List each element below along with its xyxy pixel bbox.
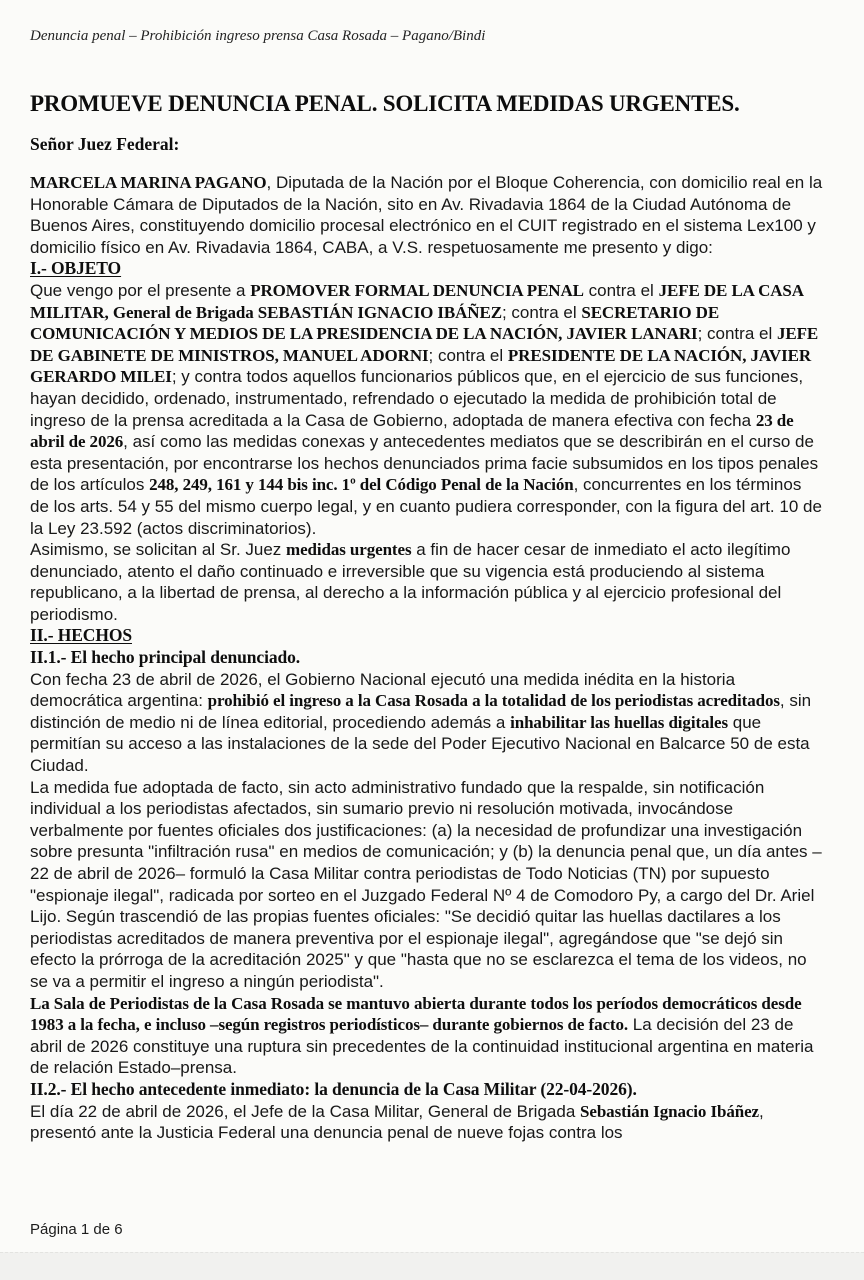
bold-text-run: II.1.- El hecho principal denunciado. <box>30 647 301 668</box>
text-run: que permitían su acceso a las instalaciones de la sede del Poder Ejecutivo Nacional en Balcarce 50 de esta Ciudad. <box>30 712 810 776</box>
text-run: , concurrentes en los términos de los arts. 54 y 55 del mismo cuerpo legal, y en cuanto pudiera corresponder, con la figura del art. 10 de la Ley 23.592 (actos discriminatorios). <box>30 475 822 538</box>
bold-text-run: prohibió el ingreso a la Casa Rosada a la totalidad de los periodistas acreditados <box>207 691 780 711</box>
paragraph <box>30 669 824 777</box>
running-header: Denuncia penal – Prohibición ingreso prensa Casa Rosada – Pagano/Bindi <box>30 28 486 44</box>
bold-text-run: II.2.- El hecho antecedente inmediato: la denuncia de la Casa Militar (22-04-2026). <box>30 1078 637 1099</box>
paragraph <box>30 172 824 258</box>
text-run: Asimismo, se solicitan al Sr. Juez <box>30 540 287 560</box>
text-run: ; contra el <box>501 302 582 322</box>
subsection-heading <box>30 647 824 669</box>
document-title: PROMUEVE DENUNCIA PENAL. SOLICITA MEDIDAS URGENTES. <box>30 91 740 116</box>
section-heading <box>30 258 824 280</box>
text-run: , así como las medidas conexas y antecedentes mediatos que se describirán en el curso de esta presentación, por encontrarse los hechos denunciados prima facie subsumidos en los tipos penales de los artículos <box>30 432 819 495</box>
bold-text-run: 248, 249, 161 y 144 bis inc. 1º del Código Penal de la Nación <box>149 475 574 495</box>
subsection-heading <box>30 1079 824 1101</box>
paragraph <box>30 539 824 625</box>
text-run: Que vengo por el presente a <box>30 280 251 300</box>
text-run: contra el <box>583 280 659 300</box>
text-run: La decisión del 23 de abril de 2026 constituye una ruptura sin precedentes de la continuidad institucional argentina en materia de relación Estado–prensa. <box>30 1015 814 1078</box>
text-run: ; y contra todos aquellos funcionarios públicos que, en el ejercicio de sus funciones, hayan decidido, ordenado, instrumentado, refrendado o ejecutado la medida de prohibición total de ingreso de la prensa acreditada a la Casa de Gobierno, adoptada de manera efectiva con fecha <box>30 367 804 430</box>
paragraph <box>30 777 824 993</box>
text-run: ; contra el <box>697 324 777 344</box>
paragraph <box>30 1101 824 1144</box>
text-run: , sin distinción de medio ni de línea editorial, procediendo además a <box>30 691 812 732</box>
bold-text-run: PROMOVER FORMAL DENUNCIA PENAL <box>250 280 584 300</box>
text-run: , presentó ante la Justicia Federal una denuncia penal de nueve fojas contra los <box>30 1101 764 1143</box>
bold-text-run: medidas urgentes <box>286 540 412 560</box>
bold-text-run: JEFE DE LA CASA MILITAR, General de Brigada SEBASTIÁN IGNACIO IBÁÑEZ <box>30 280 804 322</box>
text-run: a fin de hacer cesar de inmediato el acto ilegítimo denunciado, atento el daño continuado e irreversible que su vigencia está produciendo al sistema republicano, a la libertad de prensa, al derecho a la información pública y al ejercicio profesional del periodismo. <box>30 540 791 624</box>
paragraph <box>30 280 824 539</box>
paragraph <box>30 993 824 1079</box>
bold-text-run: PRESIDENTE DE LA NACIÓN, JAVIER GERARDO MILEI <box>30 345 812 387</box>
bold-text-run: 23 de abril de 2026 <box>30 410 794 452</box>
bold-text-run: MARCELA MARINA PAGANO <box>30 173 267 192</box>
text-run: La medida fue adoptada de facto, sin acto administrativo fundado que la respalde, sin notificación individual a los periodistas afectados, sin sumario previo ni resolución motivada, invocándose verbalmente por fuentes oficiales dos justificaciones: (a) la necesidad de profundizar una investigación sobre presunta "infiltración rusa" en medios de comunicación; y (b) la denuncia penal que, un día antes –22 de abril de 2026– formuló la Casa Militar contra periodistas de Todo Noticias (TN) por supuesto "espionaje ilegal", radicada por sorteo en el Juzgado Federal Nº 4 de Comodoro Py, a cargo del Dr. Ariel Lijo. Según trascendió de las propias fuentes oficiales: "Se decidió quitar las huellas dactilares a los periodistas acreditados de manera preventiva por el espionaje ilegal", agregándose que "se dejó sin efecto la prórroga de la acreditación 2025" y que "hasta que no se esclarezca el tema de los videos, no se va a permitir el ingreso a ningún periodista". <box>30 777 822 991</box>
section-heading <box>30 625 824 647</box>
salutation: Señor Juez Federal: <box>30 134 180 154</box>
text-run: Con fecha 23 de abril de 2026, el Gobierno Nacional ejecutó una medida inédita en la historia democrática argentina: <box>30 669 736 711</box>
text-run: El día 22 de abril de 2026, el Jefe de la Casa Militar, General de Brigada <box>30 1101 581 1121</box>
bold-text-run: SECRETARIO DE COMUNICACIÓN Y MEDIOS DE LA PRESIDENCIA DE LA NACIÓN, JAVIER LANARI <box>30 302 720 344</box>
text-run: ; contra el <box>428 345 508 365</box>
page-edge-divider <box>0 1252 864 1280</box>
bold-text-run: Sebastián Ignacio Ibáñez <box>580 1101 759 1121</box>
bold-text-run: II.- HECHOS <box>30 625 132 646</box>
page-number: Página 1 de 6 <box>30 1221 123 1238</box>
text-run: , Diputada de la Nación por el Bloque Coherencia, con domicilio real en la Honorable Cámara de Diputados de la Nación, sito en Av. Rivadavia 1864 de la Ciudad Autónoma de Buenos Aires, constituyendo domicilio procesal electrónico en el CUIT registrado en el sistema Lex100 y domicilio físico en Av. Rivadavia 1864, CABA, a V.S. respetuosamente me presento y digo: <box>30 173 823 257</box>
bold-text-run: I.- OBJETO <box>30 258 122 279</box>
bold-text-run: La Sala de Periodistas de la Casa Rosada se mantuvo abierta durante todos los períodos democráticos desde 1983 a la fecha, e incluso –según registros periodísticos– durante gobiernos de facto. <box>30 993 802 1035</box>
document-body <box>30 172 824 1144</box>
bold-text-run: JEFE DE GABINETE DE MINISTROS, MANUEL ADORNI <box>30 324 819 365</box>
bold-text-run: inhabilitar las huellas digitales <box>510 712 729 732</box>
